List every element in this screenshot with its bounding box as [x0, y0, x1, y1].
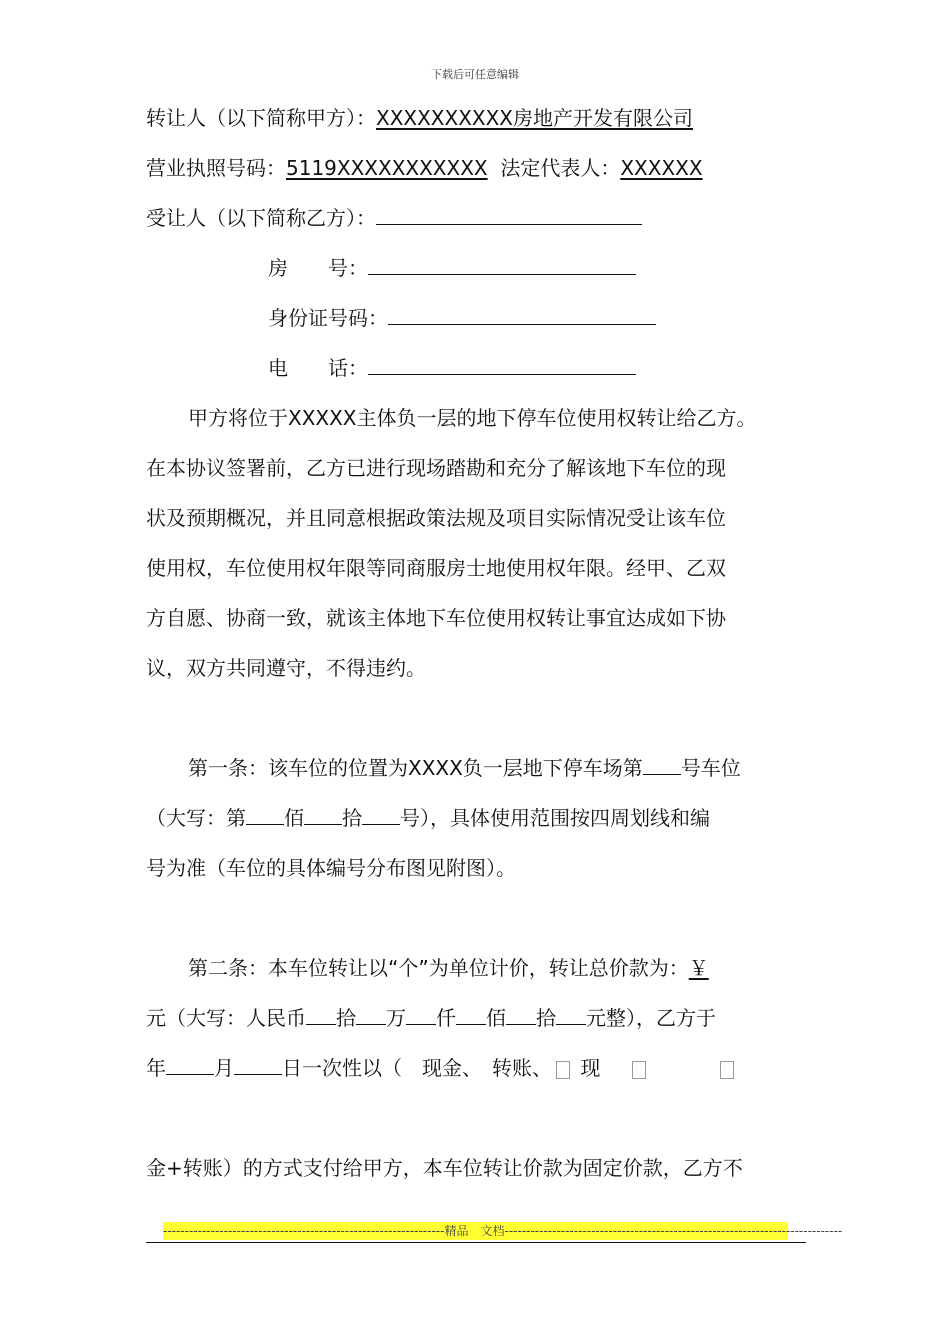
article2-line4: 金+转账）的方式支付给甲方，本车位转让价款为固定价款，乙方不	[146, 1156, 743, 1180]
yen-sign: ￥	[688, 956, 709, 980]
phone-blank	[368, 354, 636, 375]
article2-text: 日一次性以（ 现金、 转账、	[282, 1056, 552, 1080]
amount-blank	[556, 1004, 586, 1025]
year-blank	[166, 1054, 214, 1075]
article2-text: 拾	[336, 1006, 356, 1030]
article1-text: 号车位	[680, 756, 741, 780]
article2-text: 拾	[536, 1006, 556, 1030]
article2-text: 年	[146, 1056, 166, 1080]
tens-blank	[304, 804, 342, 825]
article2-text: 月	[214, 1056, 234, 1080]
article1-text: 第一条：该车位的位置为XXXX负一层地下停车场第	[188, 756, 643, 780]
paragraph-line: 使用权，车位使用权年限等同商服房士地使用权年限。经甲、乙双	[146, 556, 726, 580]
article1-text: 拾	[342, 806, 362, 830]
hundreds-blank	[246, 804, 284, 825]
article2-text: 元整），乙方于	[586, 1006, 716, 1030]
article2-line2	[146, 1004, 716, 1032]
room-line	[268, 254, 636, 282]
cash-transfer-checkbox[interactable]	[720, 1061, 734, 1079]
units-blank	[362, 804, 400, 825]
room-blank	[368, 254, 636, 275]
id-label: 身份证号码：	[268, 306, 388, 330]
transfer-checkbox[interactable]	[556, 1061, 570, 1079]
transferor-line	[146, 104, 693, 132]
amount-blank	[306, 1004, 336, 1025]
transferee-label: 受让人（以下简称乙方）：	[146, 206, 376, 230]
transferee-blank	[376, 204, 642, 225]
transferor-label: 转让人（以下简称甲方）：	[146, 106, 376, 130]
amount-blank	[456, 1004, 486, 1025]
article2-text: 万	[386, 1006, 406, 1030]
paragraph-line: 状及预期概况，并且同意根据政策法规及项目实际情况受让该车位	[146, 506, 726, 530]
footer-rule	[146, 1242, 806, 1243]
paragraph-line: 甲方将位于XXXXX主体负一层的地下停车位使用权转让给乙方。	[188, 406, 757, 430]
room-label: 房 号：	[268, 256, 368, 280]
phone-line	[268, 354, 636, 382]
article1-line2	[146, 804, 710, 832]
article2-text: 佰	[486, 1006, 506, 1030]
article2-line3	[146, 1054, 738, 1082]
article1-line1	[188, 754, 741, 782]
article2-text: 仟	[436, 1006, 456, 1030]
footer-dashes: ------------------------------------------------------------------------------	[504, 1224, 843, 1238]
header-note: 下载后可任意编辑	[431, 68, 519, 81]
license-label: 营业执照号码：	[146, 156, 286, 180]
license-value: 5119XXXXXXXXXXX	[286, 156, 488, 180]
article2-text: 元（大写：人民币	[146, 1006, 306, 1030]
cash-checkbox[interactable]	[632, 1061, 646, 1079]
article2-line1	[188, 954, 709, 982]
article1-line3: 号为准（车位的具体编号分布图见附图）。	[146, 856, 516, 880]
footer-text: 精品 文档	[444, 1224, 505, 1238]
article2-text: 现	[580, 1056, 601, 1080]
article1-text: 佰	[284, 806, 304, 830]
footer-band	[163, 1222, 843, 1240]
license-line	[146, 154, 703, 182]
footer-dashes: -----------------------------------------------------------------	[163, 1224, 445, 1238]
paragraph-line: 在本协议签署前，乙方已进行现场踏勘和充分了解该地下车位的现	[146, 456, 726, 480]
month-blank	[234, 1054, 282, 1075]
paragraph-line: 方自愿、协商一致，就该主体地下车位使用权转让事宜达成如下协	[146, 606, 726, 630]
legal-rep-label: 法定代表人：	[500, 156, 621, 180]
article1-text: （大写：第	[146, 806, 246, 830]
amount-blank	[406, 1004, 436, 1025]
article2-text: 第二条：本车位转让以“个”为单位计价，转让总价款为：	[188, 956, 689, 980]
id-line	[268, 304, 656, 332]
transferor-value: XXXXXXXXXX房地产开发有限公司	[376, 106, 694, 130]
transferee-line	[146, 204, 642, 232]
space-number-blank	[643, 754, 681, 775]
paragraph-line: 议，双方共同遵守，不得违约。	[146, 656, 426, 680]
legal-rep-value: XXXXXX	[620, 156, 703, 180]
phone-label: 电 话：	[268, 356, 368, 380]
article1-text: 号），具体使用范围按四周划线和编	[400, 806, 710, 830]
id-blank	[388, 304, 656, 325]
amount-blank	[506, 1004, 536, 1025]
amount-blank	[356, 1004, 386, 1025]
